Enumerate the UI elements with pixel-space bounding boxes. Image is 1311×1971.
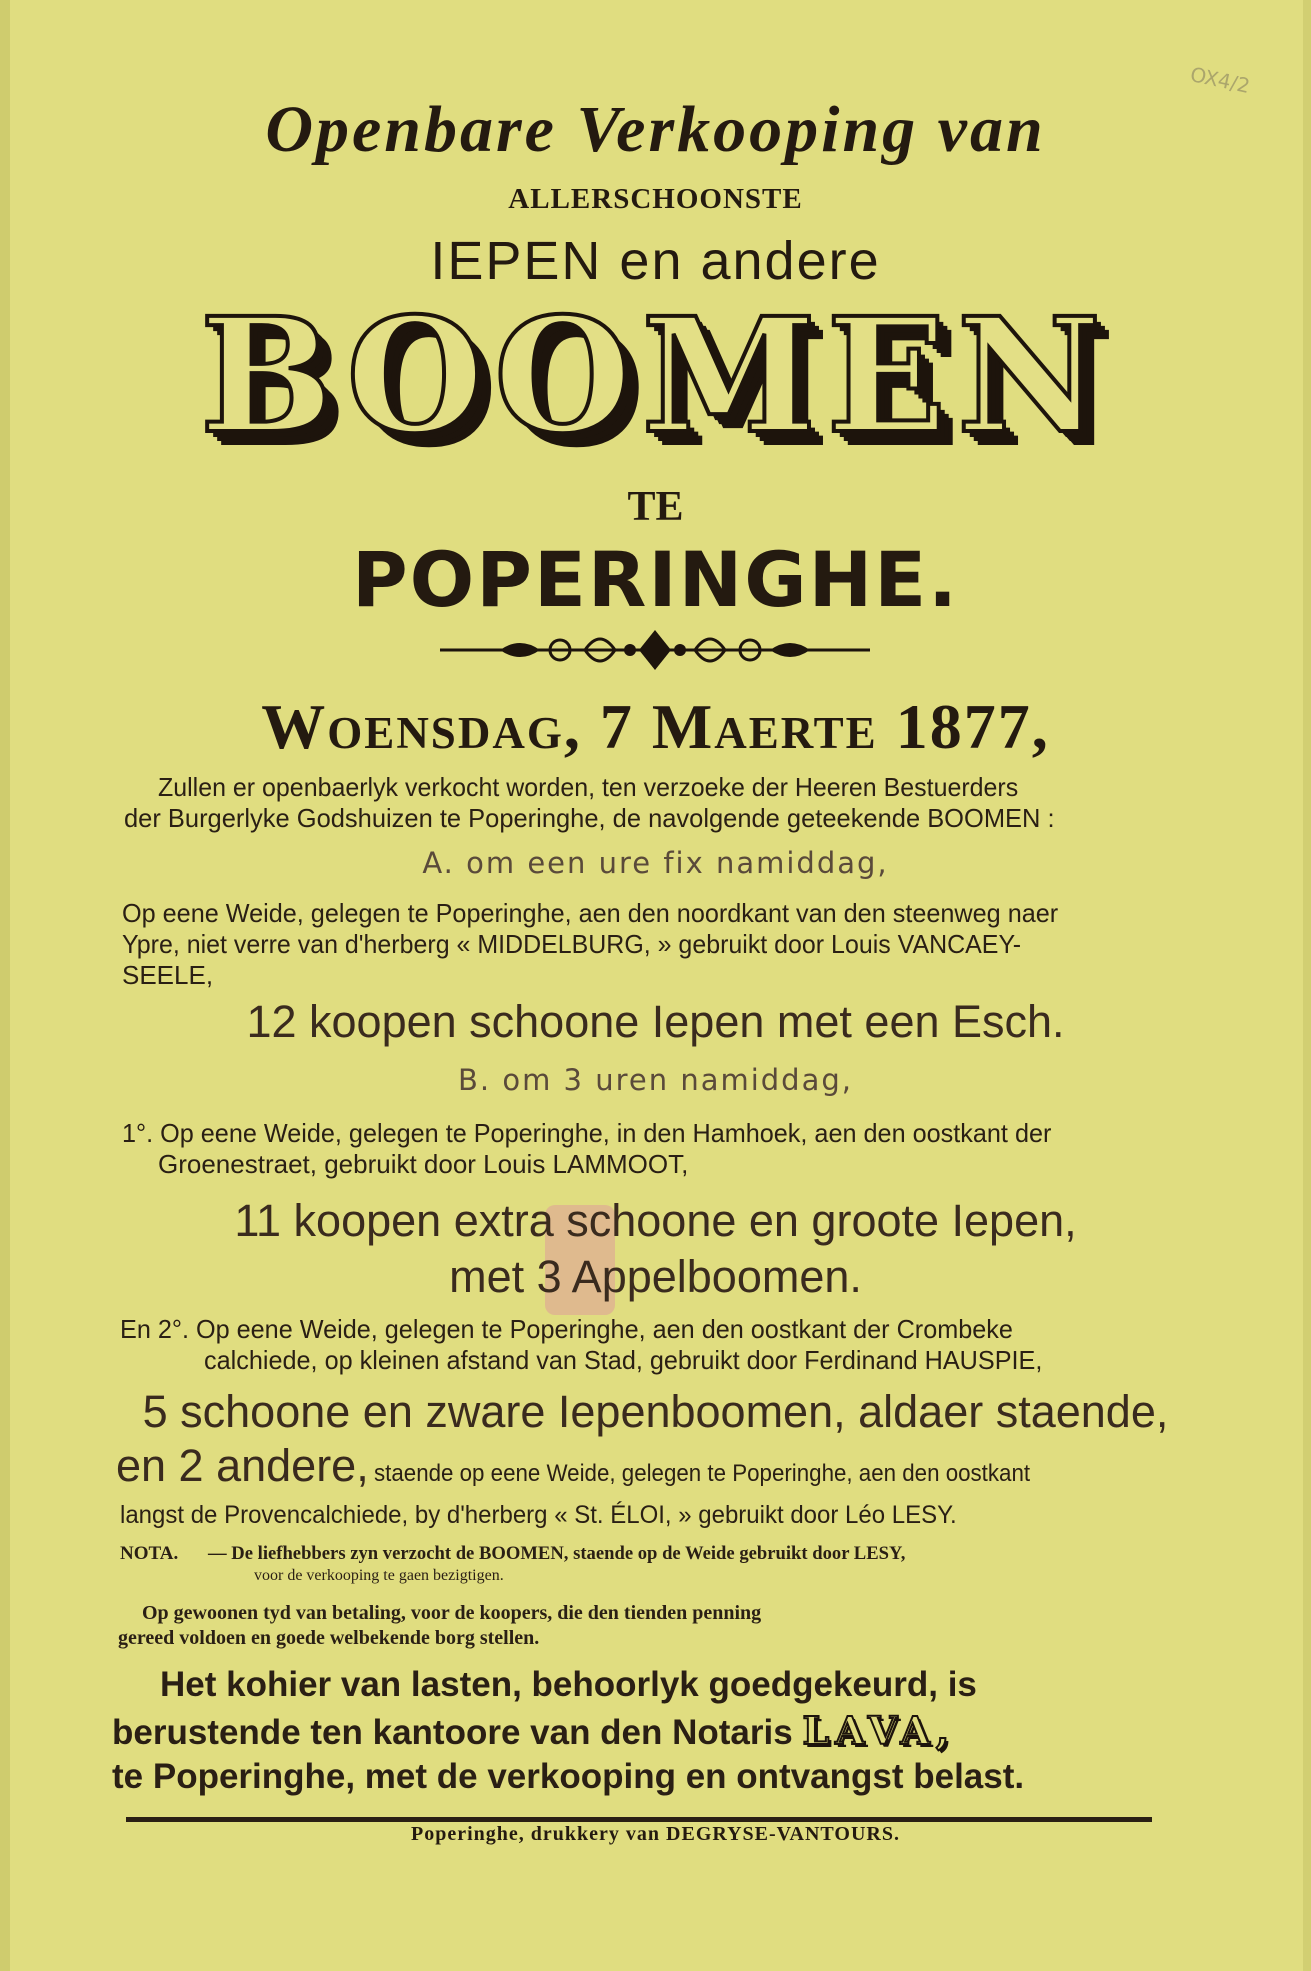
intro-line-1: Zullen er openbaerlyk verkocht worden, ten verzoeke der Heeren Bestuerders — [158, 772, 1019, 802]
section-b2-line-1: En 2°. Op eene Weide, gelegen te Poperinghe, aen den oostkant der Crombeke — [120, 1314, 1013, 1344]
title-boomen: BOOMEN — [199, 284, 1112, 469]
closing-line-3: te Poperinghe, met de verkooping en ontvangst belast. — [112, 1757, 1025, 1796]
auction-date: Woensdag, 7 Maerte 1877, — [261, 691, 1050, 762]
section-b2-line-2: calchiede, op kleinen afstand van Stad, gebruikt door Ferdinand HAUSPIE, — [204, 1345, 1043, 1375]
intro-line-2: der Burgerlyke Godshuizen te Poperinghe, de navolgende geteekende BOOMEN : — [124, 803, 1055, 833]
payment-line-1: Op gewoonen tyd van betaling, voor de koopers, die den tienden penning — [142, 1602, 762, 1624]
title-openbare-verkooping: Openbare Verkooping van — [265, 93, 1046, 166]
section-b-time: B. om 3 uren namiddag, — [458, 1063, 853, 1097]
title-allerschoonste: ALLERSCHOONSTE — [508, 183, 803, 215]
section-b3-small: staende op eene Weide, gelegen te Poperinghe, aen den oostkant — [373, 1460, 1030, 1487]
section-b3-line-2: langst de Provencalchiede, by d'herberg « St. ÉLOI, » gebruikt door Léo LESY. — [120, 1501, 957, 1529]
nota-line-1: — De liefhebbers zyn verzocht de BOOMEN, staende op de Weide gebruikt door LESY, — [208, 1543, 906, 1564]
closing-line-2 — [112, 1708, 1202, 1755]
pencil-archive-note: OX4/2 — [1188, 61, 1253, 99]
section-b1-trees-line-2: met 3 Appelboomen. — [449, 1251, 862, 1302]
section-a-line-2: Ypre, niet verre van d'herberg « MIDDELBURG, » gebruikt door Louis VANCAEY- — [122, 929, 1022, 959]
nota-label: NOTA. — [120, 1543, 179, 1564]
section-b1-line-2: Groenestraet, gebruikt door Louis LAMMOOT, — [158, 1149, 689, 1179]
section-b1-line-1: 1°. Op eene Weide, gelegen te Poperinghe, in den Hamhoek, aen den oostkant der — [122, 1118, 1052, 1148]
title-te: TE — [627, 484, 684, 530]
section-a-time: A. om een ure fix namiddag, — [422, 846, 889, 880]
printer-credit: Poperinghe, drukkery van DEGRYSE-VANTOURS. — [411, 1823, 900, 1845]
section-a-trees: 12 koopen schoone Iepen met een Esch. — [246, 996, 1065, 1047]
title-iepen-en-andere: IEPEN en andere — [430, 231, 881, 291]
closing-line-2-text: berustende ten kantoore van den Notaris — [112, 1713, 793, 1752]
ornament-divider-icon — [440, 622, 870, 678]
section-b3-line-1 — [116, 1440, 1079, 1492]
section-b3-big: en 2 andere, — [116, 1440, 369, 1491]
nota-line-2: voor de verkooping te gaen bezigtigen. — [254, 1567, 504, 1584]
section-a-line-3: SEELE, — [122, 960, 214, 990]
notary-name: LAVA, — [802, 1708, 956, 1753]
payment-line-2: gereed voldoen en goede welbekende borg stellen. — [118, 1627, 540, 1649]
section-b1-trees-line-1: 11 koopen extra schoone en groote Iepen, — [234, 1195, 1077, 1246]
section-b2-trees: 5 schoone en zware Iepenboomen, aldaer staende, — [142, 1386, 1169, 1437]
title-poperinghe: POPERINGHE. — [351, 535, 960, 624]
footer-rule — [126, 1817, 1152, 1822]
section-a-line-1: Op eene Weide, gelegen te Poperinghe, aen den noordkant van den steenweg naer — [122, 898, 1059, 928]
closing-line-1: Het kohier van lasten, behoorlyk goedgekeurd, is — [160, 1665, 977, 1704]
